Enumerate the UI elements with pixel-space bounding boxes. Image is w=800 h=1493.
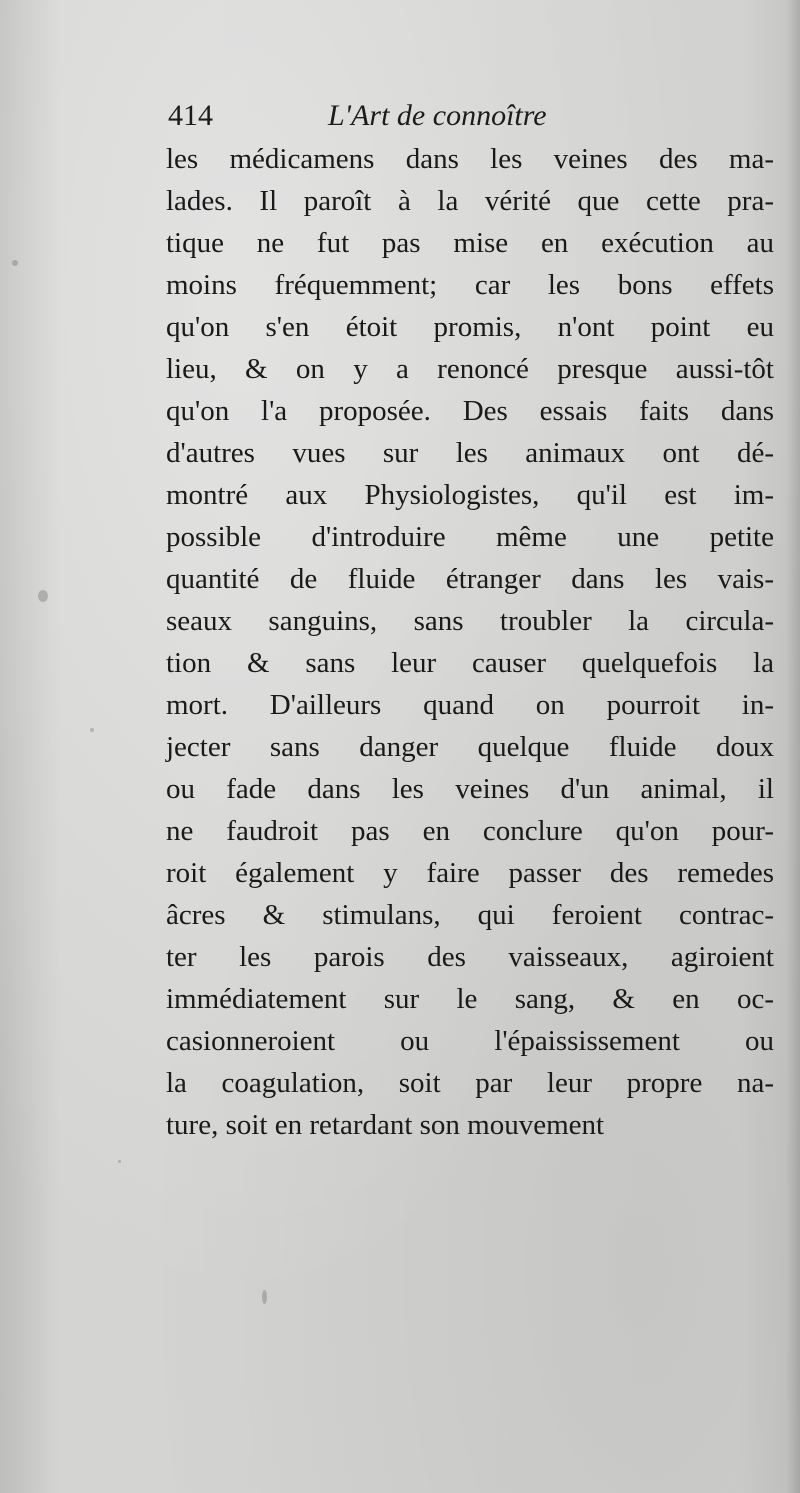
page-number: 414 — [168, 99, 213, 132]
paper-speck — [38, 590, 48, 602]
text-line: ture, soit en retardant son mouvement — [166, 1109, 605, 1141]
text-line: ou fade dans les veines d'un animal, il — [166, 773, 774, 805]
text-line: moins fréquemment; car les bons effets — [166, 269, 774, 301]
text-line: les médicamens dans les veines des ma- — [166, 143, 774, 175]
paper-speck — [262, 1290, 267, 1304]
paper-speck — [12, 260, 18, 266]
text-line: seaux sanguins, sans troubler la circula- — [166, 605, 774, 637]
text-line: roit également y faire passer des remedes — [166, 857, 774, 889]
page-edge-shadow — [786, 0, 800, 1493]
text-line: casionneroient ou l'épaississement ou — [166, 1025, 774, 1057]
paper-speck — [118, 1160, 121, 1163]
body-text — [166, 138, 774, 1146]
text-line: montré aux Physiologistes, qu'il est im- — [166, 479, 774, 511]
text-line: qu'on l'a proposée. Des essais faits dans — [166, 395, 774, 427]
text-line: d'autres vues sur les animaux ont dé- — [166, 437, 774, 469]
running-title: L'Art de connoître — [328, 99, 547, 132]
paper-speck — [90, 728, 94, 732]
text-line: qu'on s'en étoit promis, n'ont point eu — [166, 311, 774, 343]
text-line: lades. Il paroît à la vérité que cette pra- — [166, 185, 774, 217]
page-header — [168, 92, 668, 140]
text-line: tique ne fut pas mise en exécution au — [166, 227, 774, 259]
text-line: possible d'introduire même une petite — [166, 521, 774, 553]
text-line: quantité de fluide étranger dans les vais- — [166, 563, 774, 595]
text-line: tion & sans leur causer quelquefois la — [166, 647, 774, 679]
text-line: âcres & stimulans, qui feroient contrac- — [166, 899, 774, 931]
text-line: la coagulation, soit par leur propre na- — [166, 1067, 774, 1099]
text-line: lieu, & on y a renoncé presque aussi-tôt — [166, 353, 774, 385]
text-line: immédiatement sur le sang, & en oc- — [166, 983, 774, 1015]
text-line: jecter sans danger quelque fluide doux — [166, 731, 774, 763]
text-line: ter les parois des vaisseaux, agiroient — [166, 941, 774, 973]
text-line: ne faudroit pas en conclure qu'on pour- — [166, 815, 774, 847]
text-line: mort. D'ailleurs quand on pourroit in- — [166, 689, 774, 721]
